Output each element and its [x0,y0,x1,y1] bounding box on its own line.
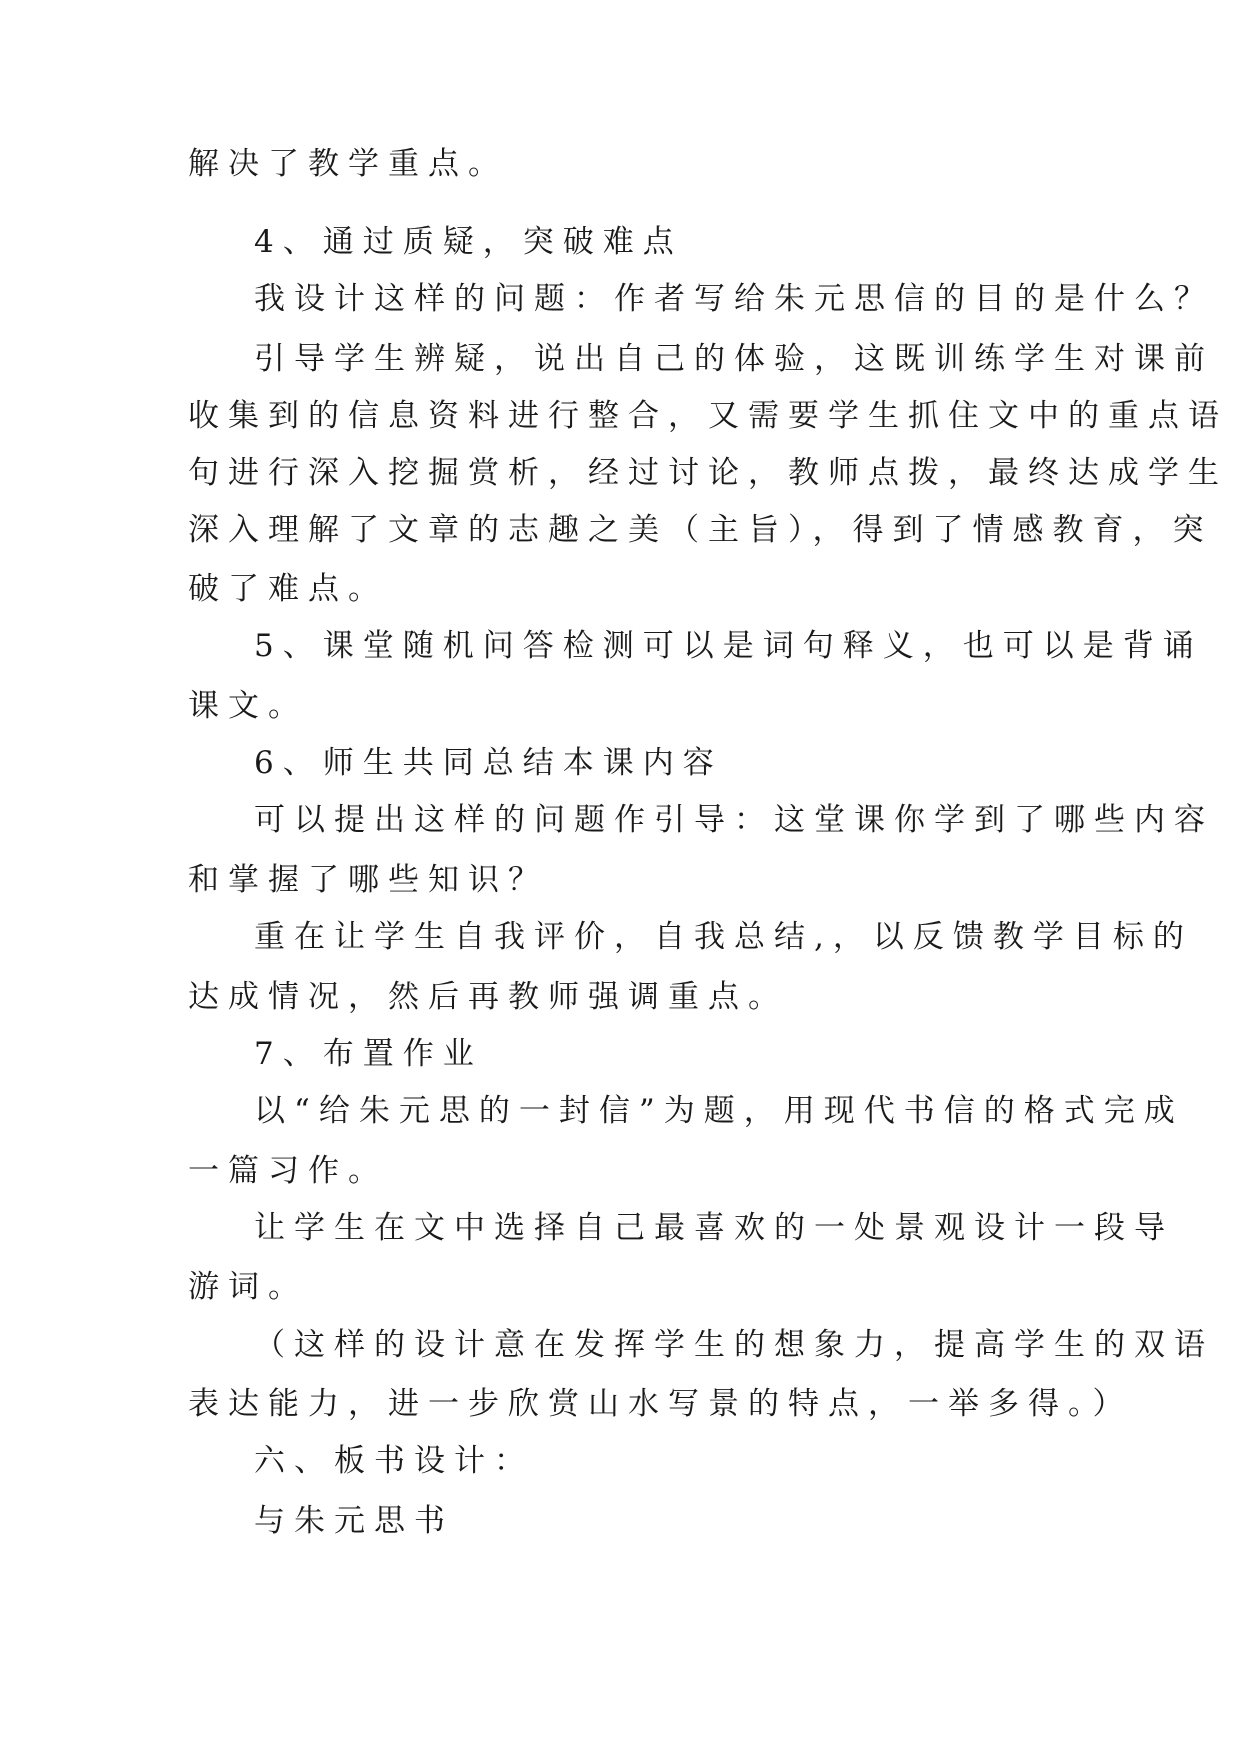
section-heading-4: 4、通过质疑，突破难点 [254,224,683,260]
text-line: 深入理解了文章的志趣之美（主旨），得到了情感教育，突 [188,512,1213,548]
section-heading-5: 5、课堂随机问答检测可以是词句释义，也可以是背诵 [254,628,1203,664]
text-line: 课文。 [188,688,308,724]
text-line: 与朱元思书 [254,1503,454,1539]
text-line: 达成情况，然后再教师强调重点。 [188,979,788,1015]
text-line: 和掌握了哪些知识？ [188,862,548,898]
text-line: 一篇习作。 [188,1153,388,1189]
text-line: 表达能力，进一步欣赏山水写景的特点，一举多得。） [188,1386,1133,1422]
text-line: 破了难点。 [188,571,388,607]
text-line: 收集到的信息资料进行整合，又需要学生抓住文中的重点语 [188,398,1228,434]
text-line: 游词。 [188,1269,308,1305]
text-line: 重在让学生自我评价，自我总结,，以反馈教学目标的 [254,919,1193,955]
text-line: 解决了教学重点。 [188,146,508,182]
text-line: 让学生在文中选择自己最喜欢的一处景观设计一段导 [254,1210,1174,1246]
text-line: 我设计这样的问题：作者写给朱元思信的目的是什么？ [254,281,1214,317]
text-line: （这样的设计意在发挥学生的想象力，提高学生的双语 [254,1327,1214,1363]
section-heading-6: 6、师生共同总结本课内容 [254,745,723,781]
text-line: 引导学生辨疑，说出自己的体验，这既训练学生对课前 [254,341,1214,377]
text-line: 句进行深入挖掘赏析，经过讨论，教师点拨，最终达成学生 [188,455,1228,491]
text-line: 可以提出这样的问题作引导：这堂课你学到了哪些内容 [254,802,1214,838]
text-line: 以“给朱元思的一封信”为题，用现代书信的格式完成 [254,1093,1184,1129]
section-heading-board-design: 六、板书设计： [254,1443,534,1479]
section-heading-7: 7、布置作业 [254,1036,483,1072]
